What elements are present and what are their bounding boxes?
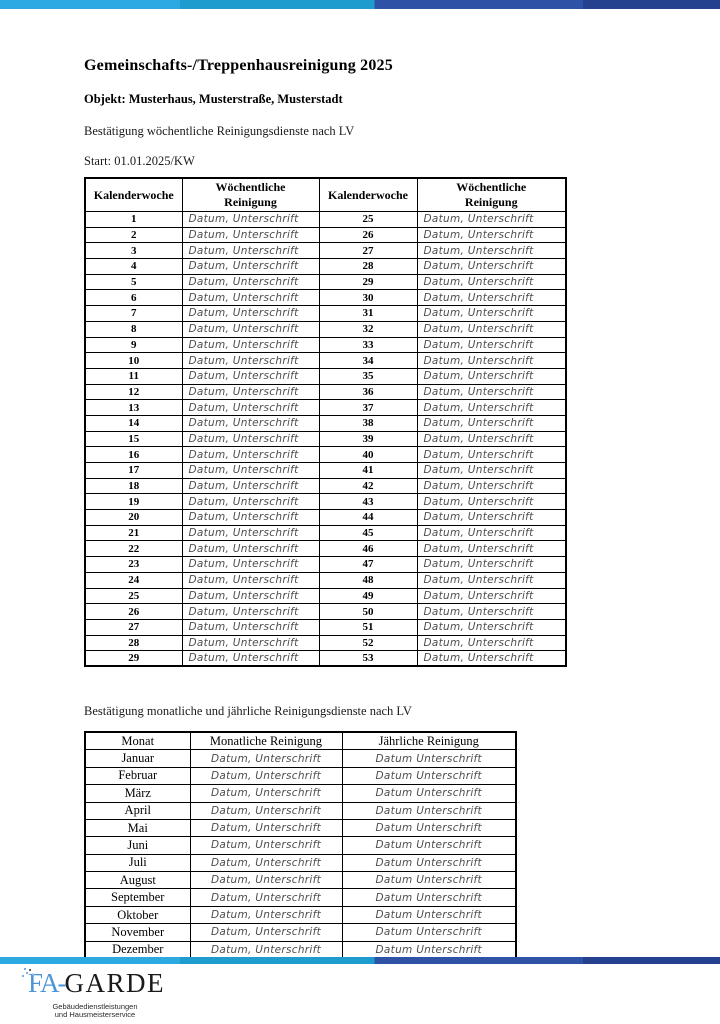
signature-placeholder-cell: Datum, Unterschrift	[417, 400, 566, 416]
signature-placeholder-cell: Datum, Unterschrift	[417, 604, 566, 620]
signature-placeholder-cell: Datum, Unterschrift	[417, 541, 566, 557]
monthly-table-row	[85, 872, 516, 889]
week-number-cell: 34	[319, 353, 417, 369]
weekly-table-row	[85, 588, 566, 604]
monthly-signature-cell: Datum, Unterschrift	[190, 941, 342, 958]
signature-placeholder-cell: Datum, Unterschrift	[182, 415, 319, 431]
signature-placeholder-cell: Datum, Unterschrift	[182, 494, 319, 510]
signature-placeholder-cell: Datum, Unterschrift	[417, 384, 566, 400]
monthly-signature-cell: Datum, Unterschrift	[190, 750, 342, 767]
weekly-table-row	[85, 447, 566, 463]
weekly-table-row	[85, 353, 566, 369]
yearly-signature-cell: Datum Unterschrift	[342, 785, 516, 802]
signature-placeholder-cell: Datum, Unterschrift	[417, 290, 566, 306]
week-number-cell: 35	[319, 368, 417, 384]
monthly-table-row	[85, 889, 516, 906]
signature-placeholder-cell: Datum, Unterschrift	[417, 588, 566, 604]
yearly-signature-cell: Datum Unterschrift	[342, 889, 516, 906]
monthly-signature-cell: Datum, Unterschrift	[190, 872, 342, 889]
week-number-cell: 44	[319, 510, 417, 526]
monthly-table-header-row	[85, 732, 516, 749]
week-number-cell: 27	[85, 619, 182, 635]
signature-placeholder-cell: Datum, Unterschrift	[182, 243, 319, 259]
week-number-cell: 4	[85, 259, 182, 275]
monthly-signature-cell: Datum, Unterschrift	[190, 889, 342, 906]
weekly-header-kalenderwoche-left: Kalenderwoche	[85, 178, 182, 212]
monthly-signature-cell: Datum, Unterschrift	[190, 767, 342, 784]
week-number-cell: 11	[85, 368, 182, 384]
signature-placeholder-cell: Datum, Unterschrift	[182, 368, 319, 384]
week-number-cell: 43	[319, 494, 417, 510]
weekly-table-row	[85, 463, 566, 479]
signature-placeholder-cell: Datum, Unterschrift	[182, 306, 319, 322]
week-number-cell: 26	[85, 604, 182, 620]
week-number-cell: 9	[85, 337, 182, 353]
signature-placeholder-cell: Datum, Unterschrift	[182, 635, 319, 651]
signature-placeholder-cell: Datum, Unterschrift	[182, 212, 319, 228]
signature-placeholder-cell: Datum, Unterschrift	[182, 572, 319, 588]
signature-placeholder-cell: Datum, Unterschrift	[417, 510, 566, 526]
signature-placeholder-cell: Datum, Unterschrift	[182, 227, 319, 243]
signature-placeholder-cell: Datum, Unterschrift	[417, 525, 566, 541]
yearly-signature-cell: Datum Unterschrift	[342, 924, 516, 941]
week-number-cell: 12	[85, 384, 182, 400]
week-number-cell: 31	[319, 306, 417, 322]
page-title: Gemeinschafts-/Treppenhausreinigung 2025	[84, 57, 393, 74]
weekly-header-reinigung-right: Wöchentliche Reinigung	[417, 178, 566, 212]
document-content	[84, 0, 565, 960]
yearly-signature-cell: Datum Unterschrift	[342, 802, 516, 819]
week-number-cell: 50	[319, 604, 417, 620]
month-name-cell: Juni	[85, 837, 190, 854]
week-number-cell: 36	[319, 384, 417, 400]
signature-placeholder-cell: Datum, Unterschrift	[417, 306, 566, 322]
logo-hyphen: -	[57, 968, 67, 998]
yearly-signature-cell: Datum Unterschrift	[342, 819, 516, 836]
weekly-table-row	[85, 557, 566, 573]
weekly-table-row	[85, 541, 566, 557]
monthly-table-row	[85, 837, 516, 854]
week-number-cell: 48	[319, 572, 417, 588]
weekly-table-row	[85, 290, 566, 306]
week-number-cell: 38	[319, 415, 417, 431]
week-number-cell: 14	[85, 415, 182, 431]
signature-placeholder-cell: Datum, Unterschrift	[417, 415, 566, 431]
weekly-table-header-row	[85, 178, 566, 212]
weekly-table-row	[85, 494, 566, 510]
month-name-cell: Mai	[85, 819, 190, 836]
week-number-cell: 42	[319, 478, 417, 494]
monthly-signature-cell: Datum, Unterschrift	[190, 802, 342, 819]
week-number-cell: 47	[319, 557, 417, 573]
week-number-cell: 30	[319, 290, 417, 306]
yearly-signature-cell: Datum Unterschrift	[342, 767, 516, 784]
signature-placeholder-cell: Datum, Unterschrift	[417, 368, 566, 384]
week-number-cell: 33	[319, 337, 417, 353]
weekly-table-row	[85, 259, 566, 275]
weekly-header-kalenderwoche-right: Kalenderwoche	[319, 178, 417, 212]
sparkle-icon	[26, 972, 28, 974]
company-logo	[28, 970, 168, 1020]
weekly-table-row	[85, 604, 566, 620]
monthly-header-monatliche: Monatliche Reinigung	[190, 732, 342, 749]
week-number-cell: 15	[85, 431, 182, 447]
signature-placeholder-cell: Datum, Unterschrift	[417, 619, 566, 635]
week-number-cell: 25	[85, 588, 182, 604]
signature-placeholder-cell: Datum, Unterschrift	[417, 274, 566, 290]
week-number-cell: 28	[85, 635, 182, 651]
week-number-cell: 24	[85, 572, 182, 588]
signature-placeholder-cell: Datum, Unterschrift	[417, 494, 566, 510]
month-name-cell: November	[85, 924, 190, 941]
logo-tagline	[28, 1003, 162, 1020]
signature-placeholder-cell: Datum, Unterschrift	[417, 651, 566, 667]
week-number-cell: 2	[85, 227, 182, 243]
month-name-cell: April	[85, 802, 190, 819]
week-number-cell: 40	[319, 447, 417, 463]
week-number-cell: 10	[85, 353, 182, 369]
signature-placeholder-cell: Datum, Unterschrift	[182, 384, 319, 400]
signature-placeholder-cell: Datum, Unterschrift	[417, 321, 566, 337]
weekly-cleaning-table	[84, 177, 567, 667]
signature-placeholder-cell: Datum, Unterschrift	[182, 353, 319, 369]
weekly-table-row	[85, 337, 566, 353]
week-number-cell: 49	[319, 588, 417, 604]
signature-placeholder-cell: Datum, Unterschrift	[182, 463, 319, 479]
week-number-cell: 37	[319, 400, 417, 416]
signature-placeholder-cell: Datum, Unterschrift	[182, 321, 319, 337]
tagline-line-2: und Hausmeisterservice	[54, 1010, 136, 1020]
signature-placeholder-cell: Datum, Unterschrift	[182, 274, 319, 290]
monthly-table-row	[85, 819, 516, 836]
weekly-table-row	[85, 635, 566, 651]
monthly-table-row	[85, 941, 516, 958]
monthly-signature-cell: Datum, Unterschrift	[190, 854, 342, 871]
monthly-cleaning-table	[84, 731, 517, 959]
weekly-table-row	[85, 415, 566, 431]
week-number-cell: 53	[319, 651, 417, 667]
monthly-signature-cell: Datum, Unterschrift	[190, 819, 342, 836]
signature-placeholder-cell: Datum, Unterschrift	[182, 290, 319, 306]
week-number-cell: 46	[319, 541, 417, 557]
week-number-cell: 25	[319, 212, 417, 228]
weekly-table-row	[85, 525, 566, 541]
signature-placeholder-cell: Datum, Unterschrift	[417, 227, 566, 243]
signature-placeholder-cell: Datum, Unterschrift	[182, 510, 319, 526]
week-number-cell: 29	[85, 651, 182, 667]
week-number-cell: 27	[319, 243, 417, 259]
weekly-table-row	[85, 274, 566, 290]
monthly-signature-cell: Datum, Unterschrift	[190, 785, 342, 802]
week-number-cell: 18	[85, 478, 182, 494]
weekly-table-row	[85, 212, 566, 228]
logo-text-fa: FA	[28, 968, 59, 998]
monthly-table-row	[85, 854, 516, 871]
week-number-cell: 5	[85, 274, 182, 290]
footer-accent-bar	[0, 957, 720, 964]
signature-placeholder-cell: Datum, Unterschrift	[182, 259, 319, 275]
month-name-cell: März	[85, 785, 190, 802]
signature-placeholder-cell: Datum, Unterschrift	[182, 431, 319, 447]
signature-placeholder-cell: Datum, Unterschrift	[417, 635, 566, 651]
weekly-table-row	[85, 572, 566, 588]
monthly-header-monat: Monat	[85, 732, 190, 749]
week-number-cell: 28	[319, 259, 417, 275]
monthly-table-row	[85, 906, 516, 923]
signature-placeholder-cell: Datum, Unterschrift	[417, 353, 566, 369]
week-number-cell: 19	[85, 494, 182, 510]
yearly-signature-cell: Datum Unterschrift	[342, 906, 516, 923]
signature-placeholder-cell: Datum, Unterschrift	[417, 431, 566, 447]
week-number-cell: 3	[85, 243, 182, 259]
monthly-signature-cell: Datum, Unterschrift	[190, 837, 342, 854]
weekly-table-row	[85, 510, 566, 526]
monthly-signature-cell: Datum, Unterschrift	[190, 924, 342, 941]
signature-placeholder-cell: Datum, Unterschrift	[417, 259, 566, 275]
weekly-table-row	[85, 619, 566, 635]
monthly-table-row	[85, 785, 516, 802]
signature-placeholder-cell: Datum, Unterschrift	[417, 572, 566, 588]
monthly-header-jaehrliche: Jährliche Reinigung	[342, 732, 516, 749]
weekly-table-row	[85, 368, 566, 384]
weekly-table-row	[85, 227, 566, 243]
object-line: Objekt: Musterhaus, Musterstraße, Musterstadt	[84, 92, 343, 106]
signature-placeholder-cell: Datum, Unterschrift	[182, 557, 319, 573]
month-name-cell: Dezember	[85, 941, 190, 958]
signature-placeholder-cell: Datum, Unterschrift	[417, 212, 566, 228]
signature-placeholder-cell: Datum, Unterschrift	[182, 525, 319, 541]
signature-placeholder-cell: Datum, Unterschrift	[417, 337, 566, 353]
month-name-cell: Januar	[85, 750, 190, 767]
signature-placeholder-cell: Datum, Unterschrift	[182, 337, 319, 353]
monthly-table-row	[85, 750, 516, 767]
week-number-cell: 39	[319, 431, 417, 447]
week-number-cell: 13	[85, 400, 182, 416]
week-number-cell: 16	[85, 447, 182, 463]
yearly-signature-cell: Datum Unterschrift	[342, 750, 516, 767]
weekly-table-row	[85, 651, 566, 667]
weekly-table-row	[85, 478, 566, 494]
monthly-signature-cell: Datum, Unterschrift	[190, 906, 342, 923]
week-number-cell: 41	[319, 463, 417, 479]
signature-placeholder-cell: Datum, Unterschrift	[417, 447, 566, 463]
signature-placeholder-cell: Datum, Unterschrift	[182, 478, 319, 494]
signature-placeholder-cell: Datum, Unterschrift	[182, 651, 319, 667]
week-number-cell: 8	[85, 321, 182, 337]
week-number-cell: 52	[319, 635, 417, 651]
monthly-table-row	[85, 924, 516, 941]
weekly-table-row	[85, 306, 566, 322]
weekly-table-row	[85, 431, 566, 447]
signature-placeholder-cell: Datum, Unterschrift	[182, 588, 319, 604]
signature-placeholder-cell: Datum, Unterschrift	[182, 447, 319, 463]
month-name-cell: September	[85, 889, 190, 906]
signature-placeholder-cell: Datum, Unterschrift	[417, 243, 566, 259]
week-number-cell: 29	[319, 274, 417, 290]
week-number-cell: 26	[319, 227, 417, 243]
weekly-note: Bestätigung wöchentliche Reinigungsdienste nach LV	[84, 124, 355, 138]
yearly-signature-cell: Datum Unterschrift	[342, 872, 516, 889]
logo-wordmark	[28, 970, 168, 997]
monthly-note: Bestätigung monatliche und jährliche Reinigungsdienste nach LV	[84, 704, 412, 719]
week-number-cell: 45	[319, 525, 417, 541]
yearly-signature-cell: Datum Unterschrift	[342, 941, 516, 958]
month-name-cell: Februar	[85, 767, 190, 784]
yearly-signature-cell: Datum Unterschrift	[342, 837, 516, 854]
week-number-cell: 7	[85, 306, 182, 322]
logo-text-garde: GARDE	[64, 968, 166, 998]
week-number-cell: 6	[85, 290, 182, 306]
signature-placeholder-cell: Datum, Unterschrift	[417, 557, 566, 573]
weekly-table-row	[85, 243, 566, 259]
weekly-table-row	[85, 384, 566, 400]
tagline-line-1: Gebäudedienstleistungen	[52, 1002, 138, 1011]
weekly-header-reinigung-left: Wöchentliche Reinigung	[182, 178, 319, 212]
week-number-cell: 51	[319, 619, 417, 635]
start-line: Start: 01.01.2025/KW	[84, 154, 195, 168]
week-number-cell: 20	[85, 510, 182, 526]
week-number-cell: 1	[85, 212, 182, 228]
signature-placeholder-cell: Datum, Unterschrift	[417, 478, 566, 494]
week-number-cell: 21	[85, 525, 182, 541]
weekly-table-row	[85, 400, 566, 416]
weekly-table-row	[85, 321, 566, 337]
month-name-cell: August	[85, 872, 190, 889]
month-name-cell: Oktober	[85, 906, 190, 923]
signature-placeholder-cell: Datum, Unterschrift	[182, 400, 319, 416]
signature-placeholder-cell: Datum, Unterschrift	[417, 463, 566, 479]
yearly-signature-cell: Datum Unterschrift	[342, 854, 516, 871]
monthly-table-row	[85, 802, 516, 819]
week-number-cell: 23	[85, 557, 182, 573]
signature-placeholder-cell: Datum, Unterschrift	[182, 604, 319, 620]
signature-placeholder-cell: Datum, Unterschrift	[182, 619, 319, 635]
signature-placeholder-cell: Datum, Unterschrift	[182, 541, 319, 557]
week-number-cell: 17	[85, 463, 182, 479]
week-number-cell: 32	[319, 321, 417, 337]
monthly-table-row	[85, 767, 516, 784]
week-number-cell: 22	[85, 541, 182, 557]
month-name-cell: Juli	[85, 854, 190, 871]
